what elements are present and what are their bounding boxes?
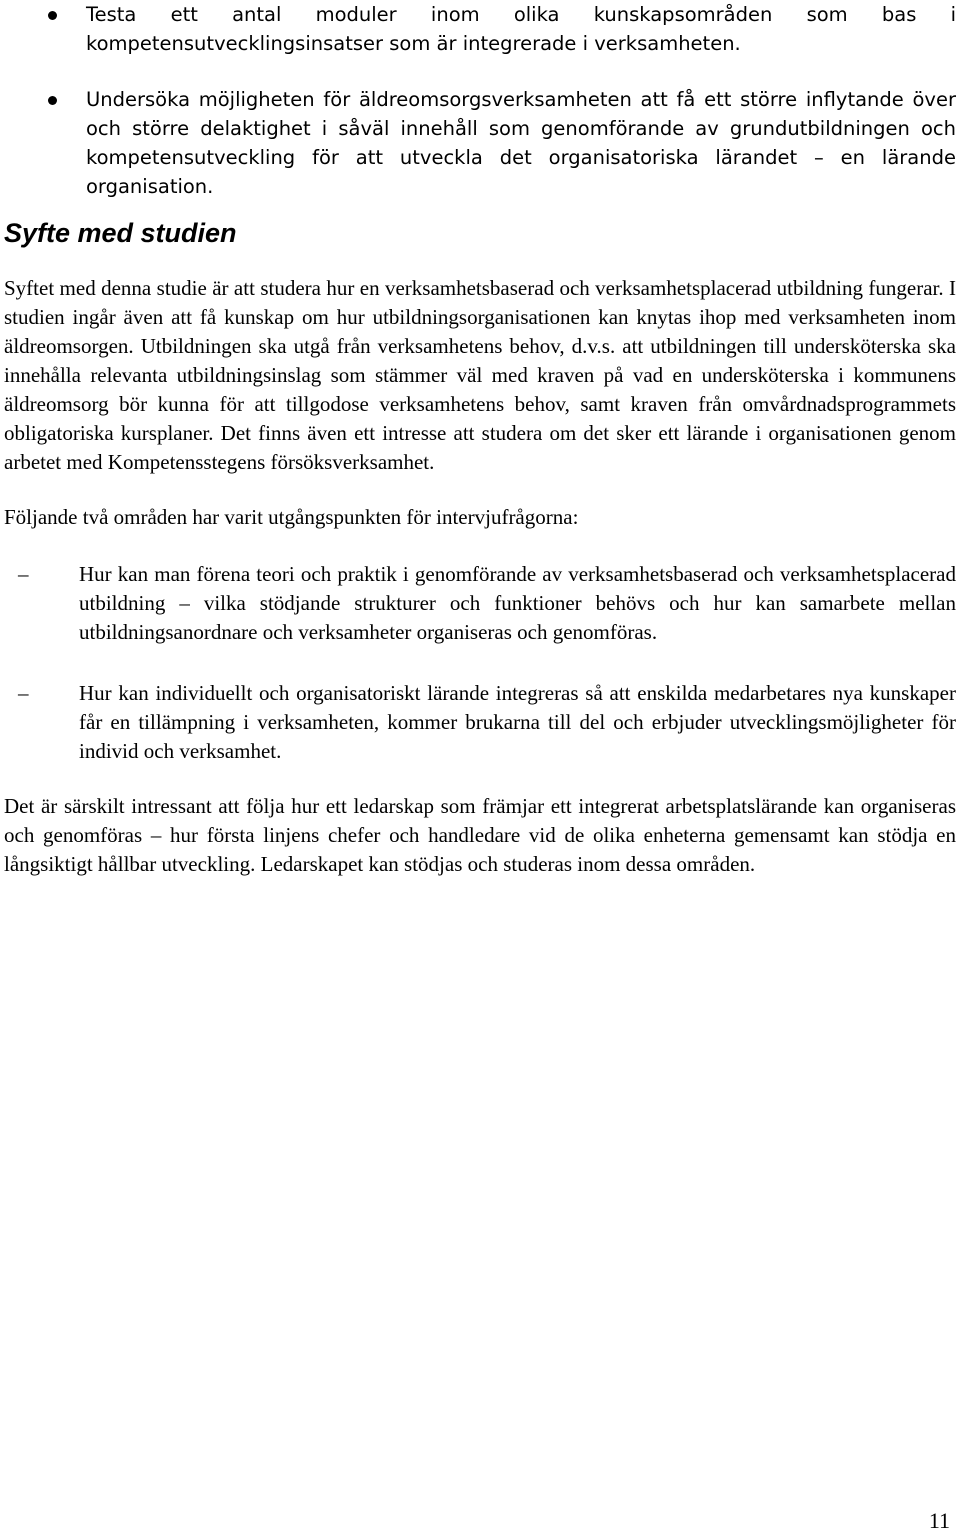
question-item xyxy=(4,679,956,766)
question-text: Hur kan individuellt och organisatoriskt lärande integreras så att enskilda medarbetares nya kunskaper får en tillämpning i verksamheten, kommer brukarna till del och erbjuder utvecklingsmöjligheter för individ och verksamhet. xyxy=(79,681,956,763)
bullet-text: Undersöka möjligheten för äldreomsorgsverksamheten att få ett större inflytande över och större delaktighet i såväl innehåll som genomförande av grundutbildningen och kompetensutveckling för att utveckla det organisatoriska lärandet – en lärande organisation. xyxy=(86,88,956,198)
question-text: Hur kan man förena teori och praktik i genomförande av verksamhetsbaserad och verksamhetsplacerad utbildning – vilka stödjande strukturer och funktioner behövs och hur kan samarbete mellan utbildningsanordnare och verksamheter organiseras och genomföras. xyxy=(79,562,956,644)
dash-marker: – xyxy=(18,562,29,586)
section-heading: Syfte med studien xyxy=(4,218,237,248)
page-number: 11 xyxy=(928,1508,950,1533)
bullet-item xyxy=(4,0,956,58)
dash-marker: – xyxy=(18,681,29,705)
bullet-item xyxy=(4,85,956,201)
bullet-list xyxy=(4,0,956,201)
intro-line: Följande två områden har varit utgångspunkten för intervjufrågorna: xyxy=(4,505,579,529)
question-item xyxy=(4,560,956,647)
closing-paragraph: Det är särskilt intressant att följa hur ett ledarskap som främjar ett integrerat arbetsplatslärande kan organiseras och genomföras – hur första linjens chefer och handledare vid de olika enheterna gemensamt kan stödja en långsiktigt hållbar utveckling. Ledarskapet kan stödjas och studeras inom dessa områden. xyxy=(4,794,956,876)
bullet-text: Testa ett antal moduler inom olika kunskapsområden som bas i kompetensutvecklingsinsatser som är integrerade i verksamheten. xyxy=(86,3,956,55)
question-list xyxy=(4,560,956,766)
document-page xyxy=(4,0,956,879)
bullet-dot-icon xyxy=(48,96,57,105)
bullet-dot-icon xyxy=(48,11,57,20)
purpose-paragraph: Syftet med denna studie är att studera hur en verksamhetsbaserad och verksamhetsplacerad utbildning fungerar. I studien ingår även att få kunskap om hur utbildningsorganisationen kan knytas ihop med verksamheten inom äldreomsorgen. Utbildningen ska utgå från verksamhetens behov, d.v.s. att utbildningen till undersköterska ska innehålla relevanta utbildningsinslag som stämmer väl med kraven på vad en undersköterska i kommunens äldreomsorg bör kunna för att tillgodose verksamhetens behov, samt kraven från omvårdnadsprogrammets obligatoriska kursplaner. Det finns även ett intresse att studera om det sker ett lärande i organisationen genom arbetet med Kompetensstegens försöksverksamhet. xyxy=(4,276,956,474)
